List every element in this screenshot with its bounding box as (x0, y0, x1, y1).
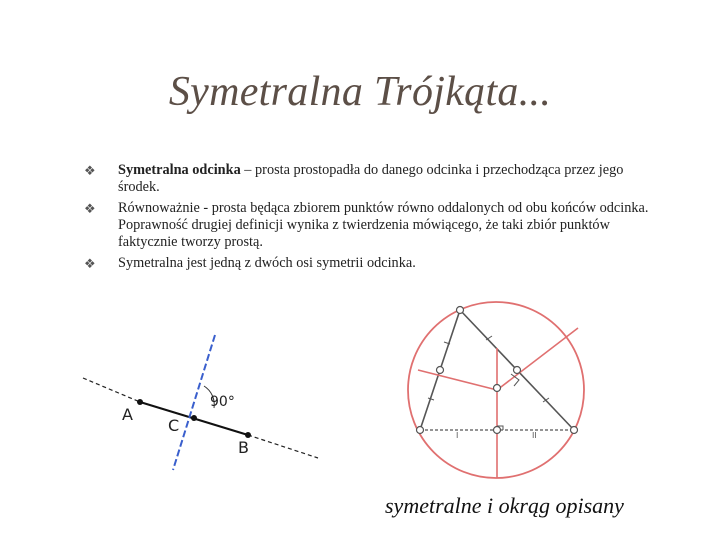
perpendicular-bisector-figure (78, 330, 328, 480)
vertex-point (571, 427, 578, 434)
midpoint (437, 367, 444, 374)
label-b: B (238, 438, 249, 457)
circumcenter (494, 385, 501, 392)
figure-caption: symetralne i okrąg opisany (385, 493, 624, 518)
vertex-point (457, 307, 464, 314)
bisector-right (497, 328, 578, 390)
diamond-bullet-icon: ❖ (84, 201, 96, 216)
midpoint (494, 427, 501, 434)
bullet-item (84, 255, 664, 272)
segment-extension-left (83, 378, 140, 402)
point-c (191, 415, 197, 421)
bullet-item (84, 162, 664, 196)
bisector-left (418, 370, 497, 390)
midpoint (514, 367, 521, 374)
label-c: C (168, 416, 180, 435)
bullet-item (84, 200, 664, 251)
base-tick-single: I (456, 431, 459, 440)
diamond-bullet-icon: ❖ (84, 256, 96, 271)
bullet-text: Symetralna jest jedną z dwóch osi symetrii odcinka. (118, 255, 416, 271)
angle-label: 90° (210, 394, 235, 410)
point-a (137, 399, 143, 405)
vertex-point (417, 427, 424, 434)
bullet-bold-term: Symetralna odcinka (118, 162, 241, 178)
bullet-text: Równoważnie - prosta będąca zbiorem punktów równo oddalonych od obu końców odcinka. Poprawność drugiej definicji wynika z twierdzenia mówiącego, że taki zbiór punktów faktycznie tworzy prostą. (118, 200, 649, 250)
circumcircle-figure (398, 298, 598, 480)
bullet-text: – prosta prostopadła do danego odcinka i przechodząca przez jego środek. (118, 162, 624, 195)
base-tick-double: II (532, 431, 537, 440)
label-a: A (122, 405, 133, 424)
bullet-list (84, 162, 664, 276)
diamond-bullet-icon: ❖ (84, 163, 96, 178)
slide-title: Symetralna Trójkąta... (168, 69, 552, 115)
segment-extension-right (248, 435, 318, 458)
bisector-line (173, 335, 215, 470)
